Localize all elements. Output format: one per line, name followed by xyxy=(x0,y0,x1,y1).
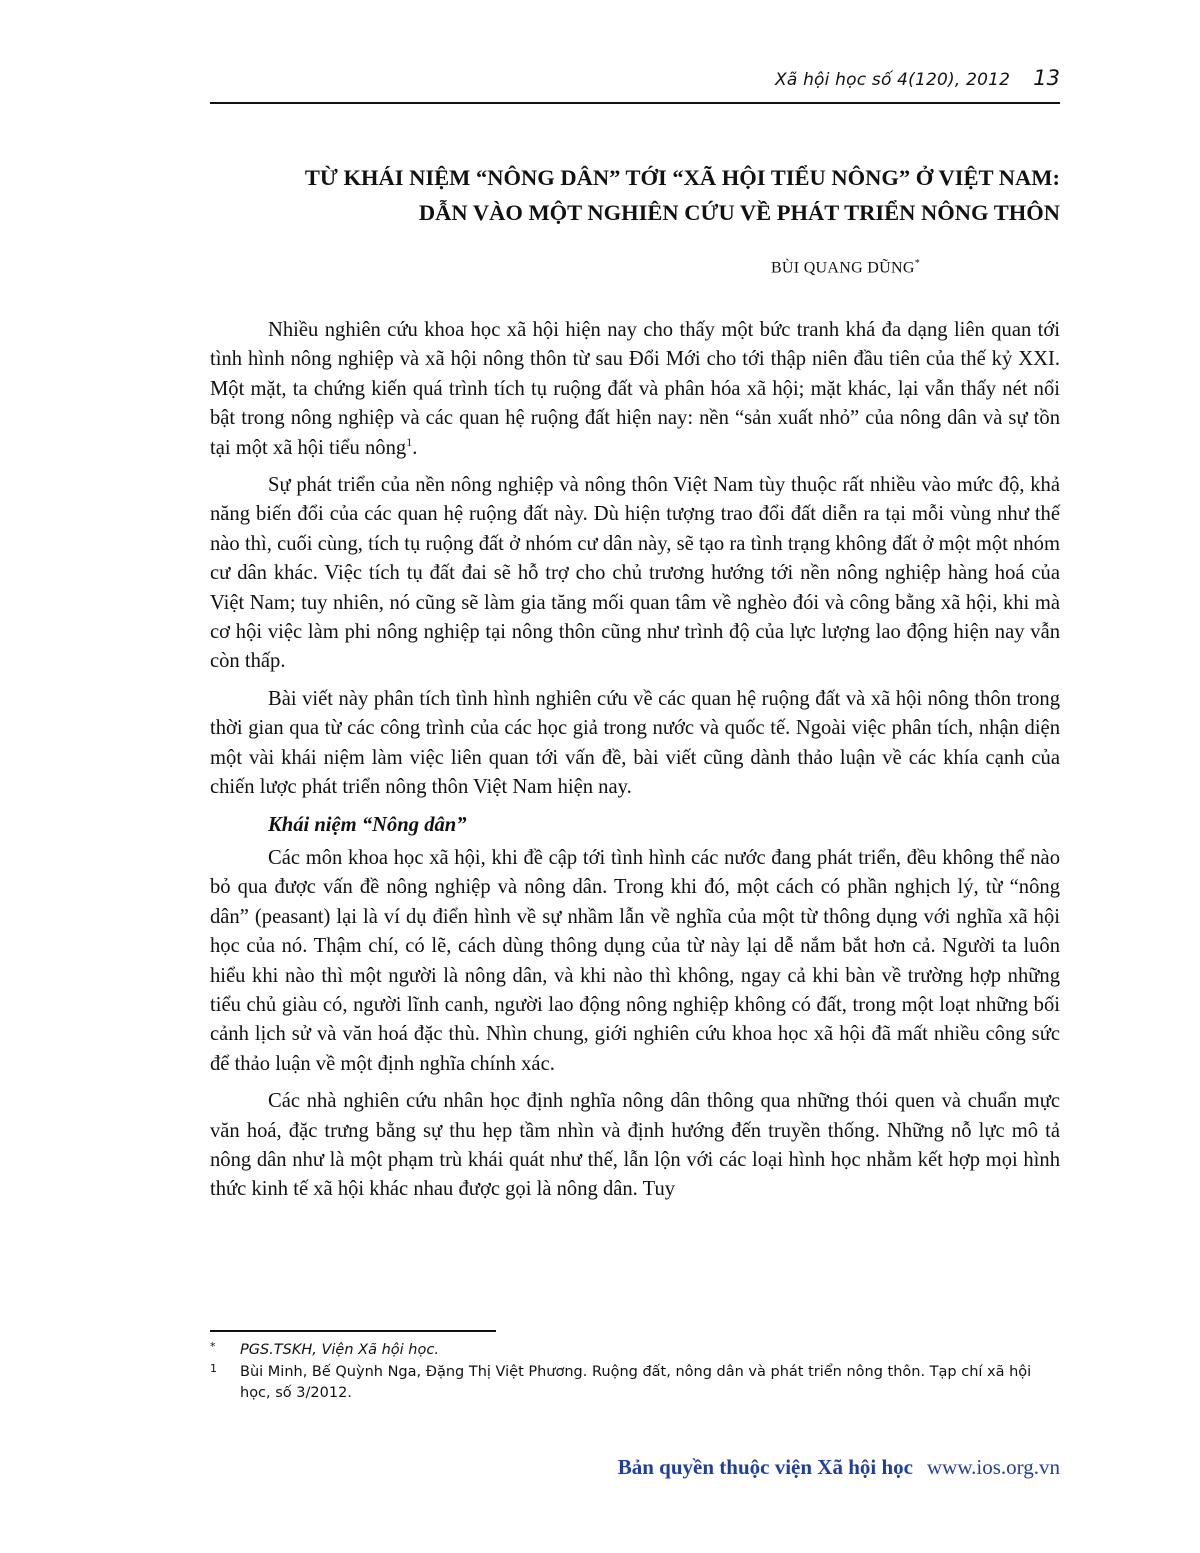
footnote-text: Bùi Minh, Bế Quỳnh Nga, Đặng Thị Việt Phương. Ruộng đất, nông dân và phát triển nông thôn. Tạp chí xã hội học, số 3/2012. xyxy=(240,1364,1032,1401)
copyright-notice xyxy=(400,1455,1060,1480)
article-title xyxy=(200,160,1060,230)
footnote-divider xyxy=(210,1330,496,1332)
footnote-author xyxy=(210,1340,1060,1361)
paragraph-1-text: Nhiều nghiên cứu khoa học xã hội hiện nay cho thấy một bức tranh khá đa dạng liên quan tới tình hình nông nghiệp và xã hội nông thôn từ sau Đổi Mới cho tới thập niên đầu tiên của thế kỷ XXI. Một mặt, ta chứng kiến quá trình tích tụ ruộng đất và phân hóa xã hội; mặt khác, lại vẫn thấy nét nổi bật trong nông nghiệp và các quan hệ ruộng đất hiện nay: nền “sản xuất nhỏ” của nông dân và sự tồn tại một xã hội tiểu nông xyxy=(210,319,1060,459)
author-name: BÙI QUANG DŨNG xyxy=(770,259,915,277)
running-header xyxy=(210,66,1060,104)
footnotes xyxy=(210,1340,1060,1405)
footnote-1 xyxy=(210,1362,1060,1404)
footnote-mark: 1 xyxy=(210,1362,217,1375)
title-line-1: TỪ KHÁI NIỆM “NÔNG DÂN” TỚI “XÃ HỘI TIỂU NÔNG” Ở VIỆT NAM: xyxy=(304,165,1060,190)
journal-issue: Xã hội học số 4(120), 2012 xyxy=(775,70,1011,90)
paragraph-1 xyxy=(210,316,1060,463)
paragraph-1-end: . xyxy=(412,436,418,459)
paragraph-3: Bài viết này phân tích tình hình nghiên cứu về các quan hệ ruộng đất và xã hội nông thôn trong thời gian qua từ các công trình của các học giả trong nước và quốc tế. Ngoài việc phân tích, nhận diện một vài khái niệm làm việc liên quan tới vấn đề, bài viết cũng dành thảo luận về các khía cạnh của chiến lược phát triển nông thôn Việt Nam hiện nay. xyxy=(210,687,1060,799)
footnote-mark: * xyxy=(210,1340,216,1353)
author-footnote-mark: * xyxy=(914,258,920,269)
website-link[interactable]: www.ios.org.vn xyxy=(926,1455,1060,1479)
paragraph-2: Sự phát triển của nền nông nghiệp và nông thôn Việt Nam tùy thuộc rất nhiều vào mức độ, khả năng biến đổi của các quan hệ ruộng đất này. Dù hiện tượng trao đổi đất diễn ra tại mỗi vùng như thế nào thì, cuối cùng, tích tụ ruộng đất ở nhóm cư dân này, sẽ tạo ra tình trạng không đất ở một một nhóm cư dân khác. Việc tích tụ đất đai sẽ hỗ trợ cho chủ trương hướng tới nền nông nghiệp hàng hoá của Việt Nam; tuy nhiên, nó cũng sẽ làm gia tăng mối quan tâm về nghèo đói và công bằng xã hội, khi mà cơ hội việc làm phi nông nghiệp tại nông thôn cũng như trình độ của lực lượng lao động hiện nay vẫn còn thấp. xyxy=(210,474,1060,673)
paragraph-5: Các nhà nghiên cứu nhân học định nghĩa nông dân thông qua những thói quen và chuẩn mực văn hoá, đặc trưng bằng sự thu hẹp tầm nhìn và định hướng đến truyền thống. Những nỗ lực mô tả nông dân như là một phạm trù khái quát như thế, lẫn lộn với các loại hình học nhằm kết hợp mọi hình thức kinh tế xã hội khác nhau được gọi là nông dân. Tuy xyxy=(210,1090,1060,1201)
article-body xyxy=(210,316,1060,1213)
title-line-2: DẪN VÀO MỘT NGHIÊN CỨU VỀ PHÁT TRIỂN NÔNG THÔN xyxy=(418,200,1060,225)
paragraph-4: Các môn khoa học xã hội, khi đề cập tới tình hình các nước đang phát triển, đều không thể nào bỏ qua được vấn đề nông nghiệp và nông dân. Trong khi đó, một cách có phần nghịch lý, từ “nông dân” (peasant) lại là ví dụ điển hình về sự nhầm lẫn về nghĩa của một từ thông dụng với nghĩa xã hội học của nó. Thậm chí, có lẽ, cách dùng thông dụng của từ này lại dễ nắm bắt hơn cả. Người ta luôn hiểu khi nào thì một người là nông dân, và khi nào thì không, ngay cả khi bàn về trường hợp những tiểu chủ giàu có, người lĩnh canh, người lao động nông nghiệp không có đất, trong một loạt những bối cảnh lịch sử và văn hoá đặc thù. Nhìn chung, giới nghiên cứu khoa học xã hội đã mất nhiều công sức để thảo luận về một định nghĩa chính xác. xyxy=(210,846,1060,1075)
section-heading: Khái niệm “Nông dân” xyxy=(268,813,467,836)
footnote-text: PGS.TSKH, Viện Xã hội học. xyxy=(240,1342,439,1358)
copyright-text: Bản quyền thuộc viện Xã hội học xyxy=(617,1455,913,1479)
author-byline xyxy=(600,258,920,277)
footnote-ref-1[interactable]: 1 xyxy=(406,434,413,449)
page-number: 13 xyxy=(1033,66,1060,90)
